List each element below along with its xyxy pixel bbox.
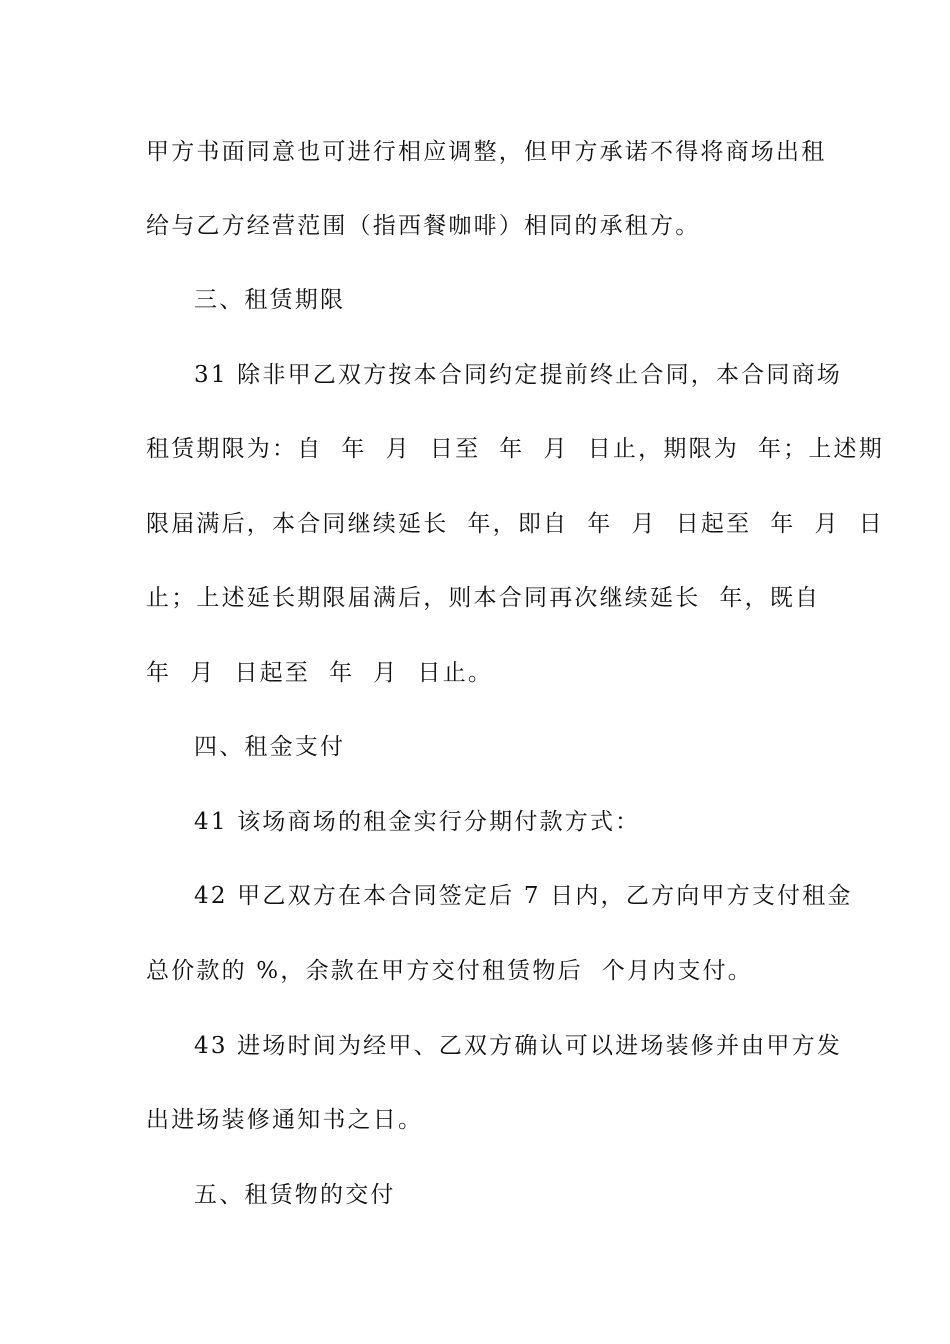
paragraph-line: 止；上述延长期限届满后，则本合同再次继续延长 年，既自: [146, 585, 821, 611]
paragraph-line: 出进场装修通知书之日。: [146, 1107, 424, 1133]
paragraph-line: 总价款的 %，余款在甲方交付租赁物后 个月内支付。: [146, 958, 753, 984]
paragraph-line: 给与乙方经营范围（指西餐咖啡）相同的承租方。: [146, 213, 701, 239]
paragraph-line: 年 月 日起至 年 月 日止。: [146, 660, 494, 686]
paragraph-line: 限届满后，本合同继续延长 年，即自 年 月 日起至 年 月 日: [146, 511, 884, 537]
section-heading-delivery: 五、租赁物的交付: [194, 1182, 396, 1208]
paragraph-line: 租赁期限为：自 年 月 日至 年 月 日止，期限为 年；上述期: [146, 436, 884, 462]
clause-4-2-line: 42 甲乙双方在本合同签定后 7 日内，乙方向甲方支付租金: [194, 883, 853, 909]
clause-4-1-line: 41 该场商场的租金实行分期付款方式：: [194, 809, 641, 835]
clause-4-3-line: 43 进场时间为经甲、乙双方确认可以进场装修并由甲方发: [194, 1033, 842, 1059]
paragraph-line: 甲方书面同意也可进行相应调整，但甲方承诺不得将商场出租: [146, 139, 827, 165]
section-heading-lease-term: 三、租赁期限: [194, 287, 346, 313]
section-heading-rent-payment: 四、租金支付: [194, 734, 346, 760]
clause-3-1-line: 31 除非甲乙双方按本合同约定提前终止合同，本合同商场: [194, 362, 842, 388]
